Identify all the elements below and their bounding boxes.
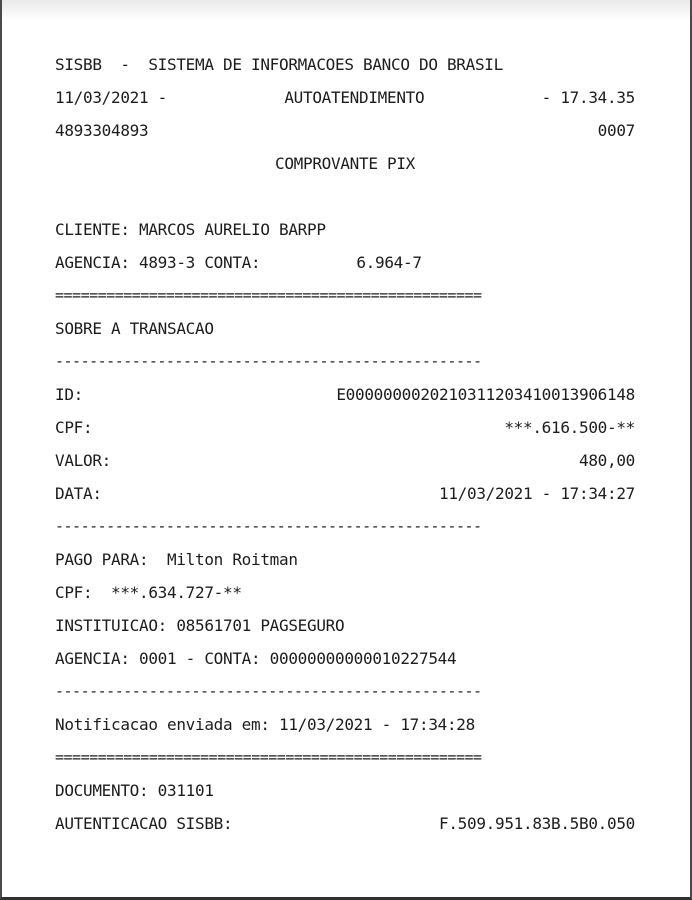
pix-receipt: [55, 48, 635, 840]
transaction-id-row: [55, 378, 635, 411]
agency-line: [55, 246, 635, 279]
account-number: 6.964-7: [356, 253, 422, 272]
payee-institution: INSTITUICAO: 08561701 PAGSEGURO: [55, 616, 345, 635]
system-line: [55, 48, 635, 81]
system-name: SISBB - SISTEMA DE INFORMACOES BANCO DO BRASIL: [55, 55, 503, 74]
single-divider: --------------------------------------------------: [55, 352, 482, 370]
header-time: - 17.34.35: [541, 88, 635, 107]
id-label: ID:: [55, 385, 83, 404]
scan-shadow: [2, 0, 690, 20]
transaction-section-title: SOBRE A TRANSACAO: [55, 319, 214, 338]
receipt-title-line: [55, 147, 635, 180]
receipt-title: COMPROVANTE PIX: [275, 154, 415, 173]
single-divider: --------------------------------------------------: [55, 517, 482, 535]
payee-name-line: [55, 543, 635, 576]
cpf-label: CPF:: [55, 418, 93, 437]
transaction-value-row: [55, 444, 635, 477]
payee-account: AGENCIA: 0001 - CONTA: 00000000000010227544: [55, 649, 457, 668]
header-service: AUTOATENDIMENTO: [284, 88, 425, 107]
authentication-label: AUTENTICACAO SISBB:: [55, 814, 233, 833]
agency-label: AGENCIA: 4893-3 CONTA:: [55, 253, 261, 272]
terminal-line: [55, 114, 635, 147]
document-line: [55, 774, 635, 807]
double-divider: ==================================================: [55, 748, 482, 766]
transaction-section-line: [55, 312, 635, 345]
sequence-number: 0007: [597, 121, 635, 140]
payee-cpf-line: [55, 576, 635, 609]
value-label: VALOR:: [55, 451, 111, 470]
value-amount: 480,00: [579, 451, 635, 470]
date-label: DATA:: [55, 484, 102, 503]
notification-text: Notificacao enviada em: 11/03/2021 - 17:34:28: [55, 715, 475, 734]
transaction-date-row: [55, 477, 635, 510]
id-value: E00000000202103112034100139061​48: [336, 385, 635, 404]
payee-institution-line: [55, 609, 635, 642]
payee-name: PAGO PARA: Milton Roitman: [55, 550, 298, 569]
payee-account-line: [55, 642, 635, 675]
document-number: DOCUMENTO: 031101: [55, 781, 214, 800]
client-name: CLIENTE: MARCOS AURELIO BARPP: [55, 220, 326, 239]
terminal-number: 4893304893: [55, 121, 149, 140]
double-divider: ==================================================: [55, 286, 482, 304]
date-value: 11/03/2021 - 17:34:27: [439, 484, 635, 503]
cpf-value: ***.616.500-**: [504, 418, 635, 437]
date-service-line: [55, 81, 635, 114]
authentication-line: [55, 807, 635, 840]
notification-line: [55, 708, 635, 741]
header-date: 11/03/2021 -: [55, 88, 167, 107]
single-divider: --------------------------------------------------: [55, 682, 482, 700]
client-line: [55, 213, 635, 246]
payee-cpf: CPF: ***.634.727-**: [55, 583, 242, 602]
authentication-code: F.509.951.83B.5B0.050: [439, 814, 635, 833]
transaction-cpf-row: [55, 411, 635, 444]
